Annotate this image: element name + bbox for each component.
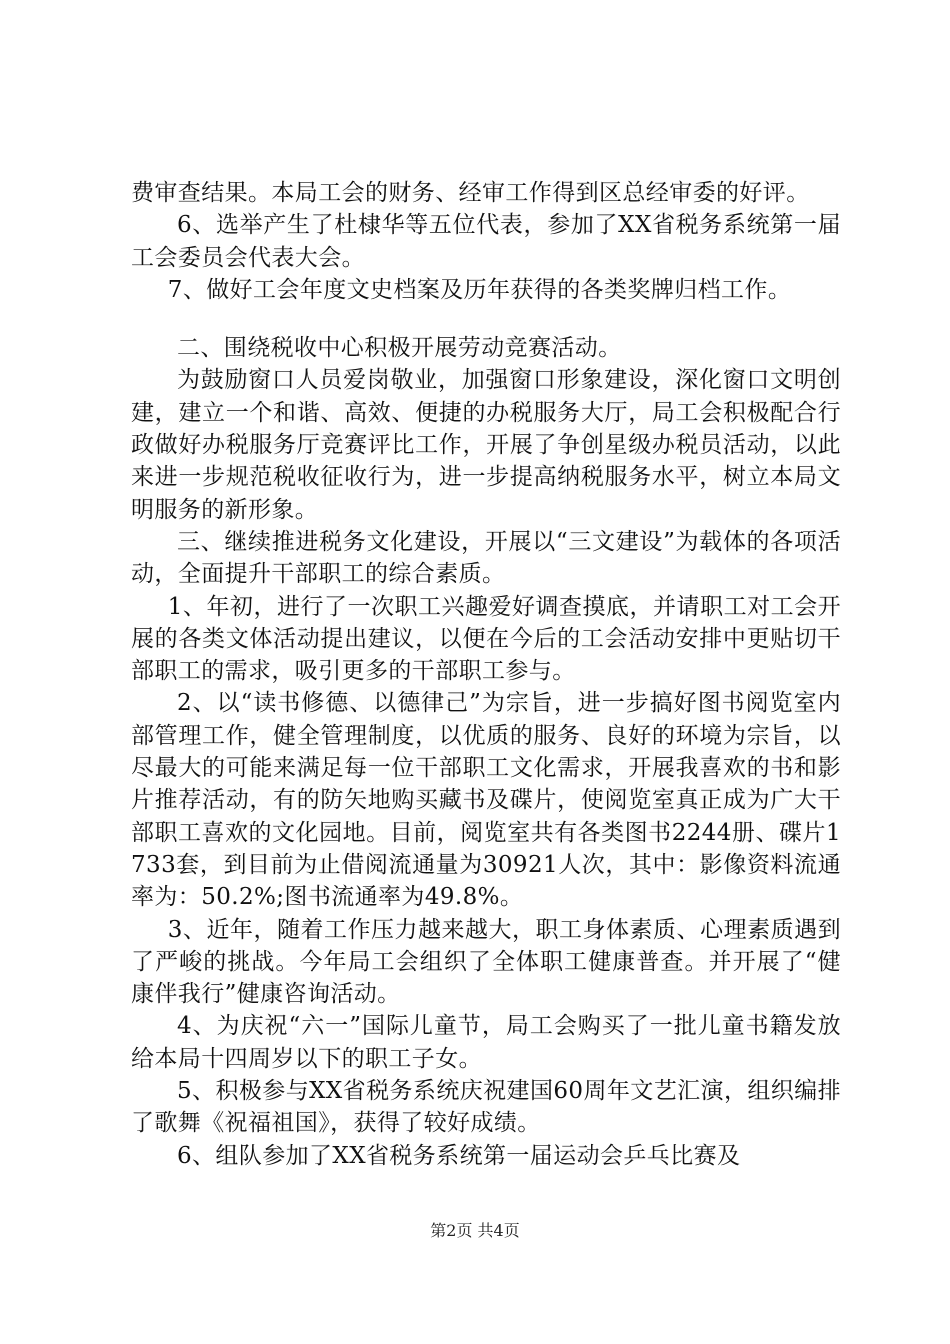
paragraph-spacer [131,306,841,332]
document-body [131,177,841,1172]
section-heading-2: 二、围绕税收中心积极开展劳动竞赛活动。 [177,335,622,362]
paragraph-item-3-health: 3、近年，随着工作压力越来越大，职工身体素质、心理素质遇到了严峻的挑战。今年局工会组织了全体职工健康普查。并开展了“健康伴我行”健康咨询活动。 [131,916,841,1008]
page-number-footer: 第2页 共4页 [430,1221,520,1240]
paragraph-window-service: 为鼓励窗口人员爱岗敬业，加强窗口形象建设，深化窗口文明创建，建立一个和谐、高效、便捷的办税服务大厅，局工会积极配合行政做好办税服务厅竞赛评比工作，开展了争创星级办税员活动，以此来进一步规范税收征收行为，进一步提高纳税服务水平，树立本局文明服务的新形象。 [131,367,841,523]
paragraph-item-2-reading-room: 2、以“读书修德、以德律己”为宗旨，进一步搞好图书阅览室内部管理工作，健全管理制度，以优质的服务、良好的环境为宗旨，以尽最大的可能来满足每一位干部职工文化需求，开展我喜欢的书和影片推荐活动，有的防矢地购买藏书及碟片，使阅览室真正成为广大干部职工喜欢的文化园地。目前，阅览室共有各类图书2244册、碟片1733套，到目前为止借阅流通量为30921人次，其中：影像资料流通率为：50.2%;图书流通率为49.8%。 [131,690,841,911]
paragraph-item-5-performance: 5、积极参与XX省税务系统庆祝建国60周年文艺汇演，组织编排了歌舞《祝福祖国》，获得了较好成绩。 [131,1078,841,1137]
paragraph-audit-result: 费审查结果。本局工会的财务、经审工作得到区总经审委的好评。 [131,180,810,206]
paragraph-item-6-representatives: 6、选举产生了杜棣华等五位代表，参加了XX省税务系统第一届工会委员会代表大会。 [131,212,841,271]
paragraph-item-7-archives: 7、做好工会年度文史档案及历年获得的各类奖牌归档工作。 [167,276,792,303]
paragraph-item-6-sports: 6、组队参加了XX省税务系统第一届运动会乒乓比赛及 [177,1142,741,1169]
paragraph-item-4-childrens-day: 4、为庆祝“六一”国际儿童节，局工会购买了一批儿童书籍发放给本局十四周岁以下的职工子女。 [131,1013,841,1072]
section-heading-3: 三、继续推进税务文化建设，开展以“三文建设”为载体的各项活动，全面提升干部职工的综合素质。 [131,528,841,588]
paragraph-item-1-survey: 1、年初，进行了一次职工兴趣爱好调查摸底，并请职工对工会开展的各类文体活动提出建议，以便在今后的工会活动安排中更贴切干部职工的需求，吸引更多的干部职工参与。 [131,593,841,685]
